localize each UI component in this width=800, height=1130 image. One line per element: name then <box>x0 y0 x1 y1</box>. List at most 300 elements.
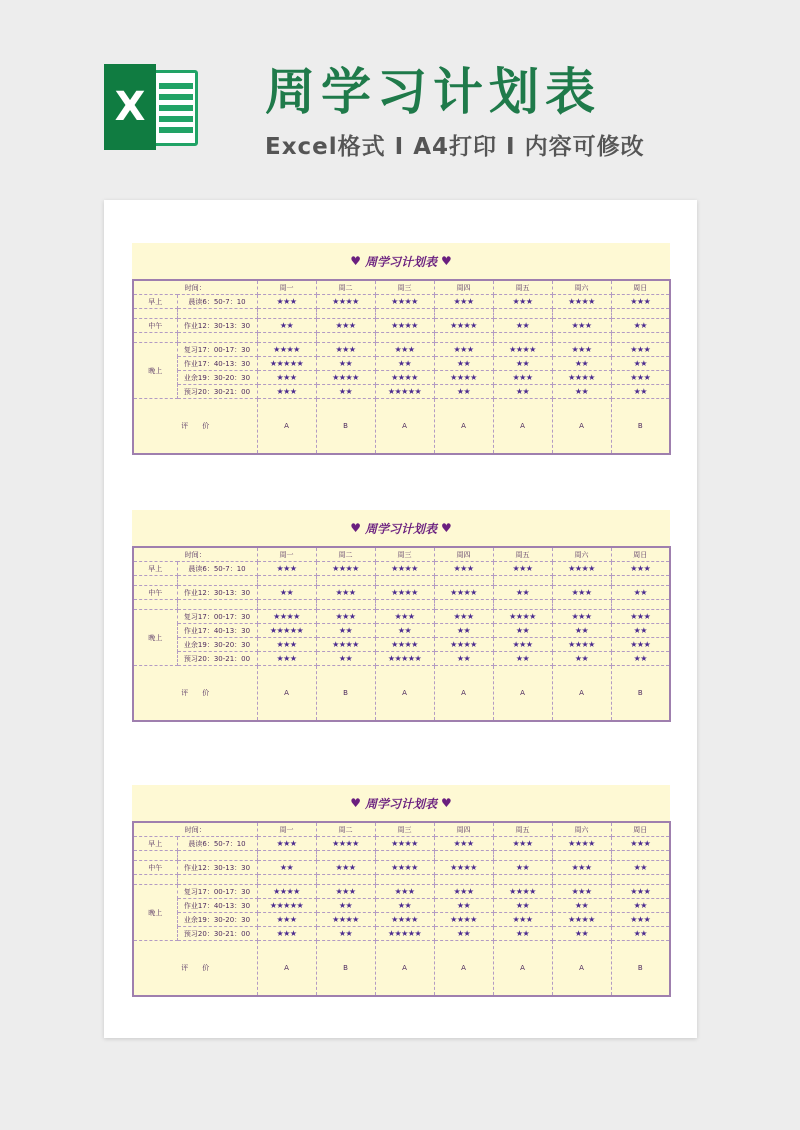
star-rating-cell: ★★ <box>611 652 670 666</box>
empty-cell <box>316 576 375 586</box>
star-rating-cell: ★★★★ <box>316 913 375 927</box>
grade-cell: A <box>375 399 434 455</box>
star-rating-cell: ★★★★ <box>316 562 375 576</box>
day-header-cell: 周二 <box>316 280 375 295</box>
star-rating-cell: ★★★ <box>611 371 670 385</box>
star-rating-cell: ★★★ <box>552 885 611 899</box>
table-row <box>133 885 670 899</box>
day-header-cell: 周三 <box>375 547 434 562</box>
empty-cell <box>375 851 434 861</box>
time-header-cell: 时间： <box>133 280 257 295</box>
star-rating-cell: ★★★★ <box>434 319 493 333</box>
grade-cell: A <box>493 666 552 722</box>
page-subtitle: Excel格式 I A4打印 I 内容可修改 <box>265 134 645 160</box>
grade-cell: B <box>611 666 670 722</box>
time-cell: 预习20：30-21：00 <box>177 927 257 941</box>
empty-cell <box>133 851 177 861</box>
spacer-row <box>133 333 670 343</box>
sheet-title-text: 周学习计划表 <box>364 796 437 811</box>
star-rating-cell: ★★★ <box>611 562 670 576</box>
star-rating-cell: ★★★ <box>434 610 493 624</box>
heart-icon: ♥ <box>350 796 361 810</box>
star-rating-cell: ★★ <box>611 927 670 941</box>
grade-cell: A <box>434 941 493 997</box>
day-header-cell: 周一 <box>257 280 316 295</box>
table-row <box>133 913 670 927</box>
grade-cell: A <box>493 399 552 455</box>
star-rating-cell: ★★★ <box>257 837 316 851</box>
time-cell: 作业12：30-13：30 <box>177 586 257 600</box>
star-rating-cell: ★★★ <box>316 319 375 333</box>
table-row <box>133 837 670 851</box>
star-rating-cell: ★★★ <box>552 319 611 333</box>
star-rating-cell: ★★ <box>552 927 611 941</box>
star-rating-cell: ★★★ <box>493 913 552 927</box>
empty-cell <box>316 851 375 861</box>
spacer-row <box>133 875 670 885</box>
period-cell: 中午 <box>133 319 177 333</box>
table-row <box>133 586 670 600</box>
star-rating-cell: ★★★★ <box>375 371 434 385</box>
empty-cell <box>552 600 611 610</box>
empty-cell <box>552 875 611 885</box>
table-row <box>133 295 670 309</box>
table-header-row <box>133 280 670 295</box>
star-rating-cell: ★★★ <box>316 586 375 600</box>
heart-icon: ♥ <box>441 254 452 268</box>
empty-cell <box>611 333 670 343</box>
star-rating-cell: ★★★ <box>493 837 552 851</box>
star-rating-cell: ★★★★ <box>552 562 611 576</box>
star-rating-cell: ★★ <box>552 357 611 371</box>
day-header-cell: 周日 <box>611 822 670 837</box>
plan-table <box>132 546 671 722</box>
star-rating-cell: ★★★ <box>434 343 493 357</box>
empty-cell <box>434 875 493 885</box>
empty-cell <box>611 576 670 586</box>
star-rating-cell: ★★★★ <box>552 837 611 851</box>
star-rating-cell: ★★★ <box>552 586 611 600</box>
period-cell: 晚上 <box>133 343 177 399</box>
star-rating-cell: ★★ <box>611 357 670 371</box>
star-rating-cell: ★★ <box>611 899 670 913</box>
table-row <box>133 319 670 333</box>
star-rating-cell: ★★★ <box>375 610 434 624</box>
empty-cell <box>552 851 611 861</box>
empty-cell <box>257 851 316 861</box>
sheet-title-text: 周学习计划表 <box>364 521 437 536</box>
time-header-cell: 时间： <box>133 547 257 562</box>
star-rating-cell: ★★★ <box>552 861 611 875</box>
day-header-cell: 周一 <box>257 547 316 562</box>
table-row <box>133 927 670 941</box>
empty-cell <box>434 600 493 610</box>
spacer-row <box>133 600 670 610</box>
empty-cell <box>133 309 177 319</box>
grade-cell: A <box>493 941 552 997</box>
star-rating-cell: ★★ <box>552 652 611 666</box>
empty-cell <box>552 309 611 319</box>
time-cell: 复习17：00-17：30 <box>177 610 257 624</box>
empty-cell <box>493 851 552 861</box>
star-rating-cell: ★★ <box>493 652 552 666</box>
time-cell: 预习20：30-21：00 <box>177 652 257 666</box>
grade-cell: A <box>375 666 434 722</box>
empty-cell <box>611 875 670 885</box>
empty-cell <box>177 576 257 586</box>
star-rating-cell: ★★★★ <box>552 913 611 927</box>
plan-sheet <box>132 243 670 455</box>
period-cell: 早上 <box>133 295 177 309</box>
spacer-row <box>133 851 670 861</box>
star-rating-cell: ★★★★ <box>434 371 493 385</box>
plan-sheet <box>132 510 670 722</box>
sheet-title <box>132 243 670 279</box>
spacer-row <box>133 576 670 586</box>
star-rating-cell: ★★★ <box>552 343 611 357</box>
evaluation-row <box>133 399 670 455</box>
evaluation-label-cell: 评 价 <box>133 941 257 997</box>
period-cell: 早上 <box>133 837 177 851</box>
star-rating-cell: ★★★★ <box>375 586 434 600</box>
evaluation-label-cell: 评 价 <box>133 399 257 455</box>
star-rating-cell: ★★★★ <box>375 562 434 576</box>
star-rating-cell: ★★ <box>611 586 670 600</box>
star-rating-cell: ★★ <box>493 586 552 600</box>
empty-cell <box>257 875 316 885</box>
empty-cell <box>375 875 434 885</box>
empty-cell <box>493 576 552 586</box>
star-rating-cell: ★★ <box>493 899 552 913</box>
day-header-cell: 周三 <box>375 822 434 837</box>
star-rating-cell: ★★★★★ <box>375 652 434 666</box>
star-rating-cell: ★★★★ <box>375 837 434 851</box>
sheet-title <box>132 785 670 821</box>
day-header-cell: 周二 <box>316 822 375 837</box>
heart-icon: ♥ <box>441 796 452 810</box>
empty-cell <box>434 333 493 343</box>
empty-cell <box>493 333 552 343</box>
empty-cell <box>257 600 316 610</box>
day-header-cell: 周五 <box>493 280 552 295</box>
star-rating-cell: ★★★ <box>316 343 375 357</box>
empty-cell <box>493 600 552 610</box>
day-header-cell: 周日 <box>611 280 670 295</box>
star-rating-cell: ★★★ <box>257 562 316 576</box>
table-row <box>133 385 670 399</box>
time-cell: 复习17：00-17：30 <box>177 885 257 899</box>
time-cell: 作业17：40-13：30 <box>177 899 257 913</box>
time-cell: 作业12：30-13：30 <box>177 319 257 333</box>
empty-cell <box>434 576 493 586</box>
star-rating-cell: ★★ <box>316 357 375 371</box>
time-cell: 业余19：30-20：30 <box>177 913 257 927</box>
excel-logo-letter: X <box>104 64 156 150</box>
empty-cell <box>177 309 257 319</box>
star-rating-cell: ★★★★★ <box>257 357 316 371</box>
star-rating-cell: ★★★ <box>257 638 316 652</box>
period-cell: 晚上 <box>133 610 177 666</box>
star-rating-cell: ★★★★ <box>257 885 316 899</box>
time-cell: 作业17：40-13：30 <box>177 624 257 638</box>
star-rating-cell: ★★★★★ <box>375 927 434 941</box>
time-cell: 晨读6：50-7：10 <box>177 837 257 851</box>
star-rating-cell: ★★★ <box>257 371 316 385</box>
star-rating-cell: ★★★★ <box>434 586 493 600</box>
star-rating-cell: ★★★ <box>611 913 670 927</box>
grade-cell: A <box>257 941 316 997</box>
day-header-cell: 周五 <box>493 822 552 837</box>
day-header-cell: 周五 <box>493 547 552 562</box>
star-rating-cell: ★★ <box>257 861 316 875</box>
time-cell: 作业17：40-13：30 <box>177 357 257 371</box>
star-rating-cell: ★★★★ <box>375 319 434 333</box>
star-rating-cell: ★★ <box>316 899 375 913</box>
time-cell: 预习20：30-21：00 <box>177 385 257 399</box>
star-rating-cell: ★★★★ <box>316 371 375 385</box>
empty-cell <box>434 851 493 861</box>
grade-cell: A <box>434 666 493 722</box>
star-rating-cell: ★★ <box>552 385 611 399</box>
star-rating-cell: ★★★★ <box>552 371 611 385</box>
sheet-title <box>132 510 670 546</box>
star-rating-cell: ★★★ <box>611 837 670 851</box>
empty-cell <box>552 333 611 343</box>
grade-cell: A <box>375 941 434 997</box>
star-rating-cell: ★★ <box>552 899 611 913</box>
empty-cell <box>257 576 316 586</box>
table-row <box>133 638 670 652</box>
empty-cell <box>493 875 552 885</box>
star-rating-cell: ★★★★ <box>493 610 552 624</box>
empty-cell <box>316 333 375 343</box>
star-rating-cell: ★★★ <box>611 295 670 309</box>
star-rating-cell: ★★★★★ <box>257 624 316 638</box>
empty-cell <box>552 576 611 586</box>
star-rating-cell: ★★★ <box>257 385 316 399</box>
star-rating-cell: ★★★★ <box>375 638 434 652</box>
time-cell: 业余19：30-20：30 <box>177 638 257 652</box>
star-rating-cell: ★★★ <box>257 652 316 666</box>
star-rating-cell: ★★ <box>375 899 434 913</box>
plan-table <box>132 279 671 455</box>
star-rating-cell: ★★★★★ <box>257 899 316 913</box>
empty-cell <box>133 875 177 885</box>
empty-cell <box>611 309 670 319</box>
table-row <box>133 371 670 385</box>
star-rating-cell: ★★ <box>434 927 493 941</box>
spacer-row <box>133 309 670 319</box>
star-rating-cell: ★★★ <box>375 343 434 357</box>
star-rating-cell: ★★★★ <box>434 861 493 875</box>
star-rating-cell: ★★★★ <box>316 638 375 652</box>
day-header-cell: 周日 <box>611 547 670 562</box>
heart-icon: ♥ <box>350 521 361 535</box>
period-cell: 晚上 <box>133 885 177 941</box>
star-rating-cell: ★★ <box>434 624 493 638</box>
empty-cell <box>316 309 375 319</box>
evaluation-label-cell: 评 价 <box>133 666 257 722</box>
empty-cell <box>257 309 316 319</box>
empty-cell <box>316 875 375 885</box>
time-header-cell: 时间： <box>133 822 257 837</box>
star-rating-cell: ★★ <box>493 927 552 941</box>
star-rating-cell: ★★★ <box>493 562 552 576</box>
star-rating-cell: ★★★ <box>434 885 493 899</box>
table-row <box>133 899 670 913</box>
star-rating-cell: ★★ <box>316 385 375 399</box>
star-rating-cell: ★★ <box>316 624 375 638</box>
table-header-row <box>133 822 670 837</box>
table-row <box>133 861 670 875</box>
evaluation-row <box>133 666 670 722</box>
day-header-cell: 周四 <box>434 822 493 837</box>
grade-cell: A <box>434 399 493 455</box>
star-rating-cell: ★★★ <box>493 638 552 652</box>
empty-cell <box>133 576 177 586</box>
time-cell: 晨读6：50-7：10 <box>177 295 257 309</box>
star-rating-cell: ★★★ <box>257 927 316 941</box>
star-rating-cell: ★★★ <box>611 343 670 357</box>
star-rating-cell: ★★★ <box>316 861 375 875</box>
star-rating-cell: ★★ <box>434 652 493 666</box>
table-row <box>133 610 670 624</box>
time-cell: 作业12：30-13：30 <box>177 861 257 875</box>
time-cell: 复习17：00-17：30 <box>177 343 257 357</box>
star-rating-cell: ★★★★ <box>375 295 434 309</box>
star-rating-cell: ★★ <box>493 624 552 638</box>
star-rating-cell: ★★★★★ <box>375 385 434 399</box>
empty-cell <box>375 333 434 343</box>
star-rating-cell: ★★★ <box>257 913 316 927</box>
day-header-cell: 周六 <box>552 280 611 295</box>
star-rating-cell: ★★ <box>493 357 552 371</box>
excel-logo-icon <box>104 58 202 156</box>
star-rating-cell: ★★ <box>257 319 316 333</box>
grade-cell: A <box>257 399 316 455</box>
star-rating-cell: ★★★ <box>611 638 670 652</box>
star-rating-cell: ★★ <box>493 385 552 399</box>
star-rating-cell: ★★ <box>316 652 375 666</box>
empty-cell <box>611 600 670 610</box>
star-rating-cell: ★★★★ <box>257 610 316 624</box>
table-row <box>133 624 670 638</box>
day-header-cell: 周一 <box>257 822 316 837</box>
star-rating-cell: ★★★★ <box>375 861 434 875</box>
star-rating-cell: ★★★★ <box>257 343 316 357</box>
star-rating-cell: ★★ <box>434 899 493 913</box>
day-header-cell: 周六 <box>552 547 611 562</box>
star-rating-cell: ★★ <box>375 624 434 638</box>
day-header-cell: 周二 <box>316 547 375 562</box>
empty-cell <box>611 851 670 861</box>
star-rating-cell: ★★★★ <box>316 295 375 309</box>
star-rating-cell: ★★★★ <box>493 343 552 357</box>
star-rating-cell: ★★★ <box>434 837 493 851</box>
star-rating-cell: ★★ <box>375 357 434 371</box>
plan-sheet <box>132 785 670 997</box>
star-rating-cell: ★★★★ <box>552 638 611 652</box>
time-cell: 晨读6：50-7：10 <box>177 562 257 576</box>
day-header-cell: 周四 <box>434 280 493 295</box>
star-rating-cell: ★★★ <box>375 885 434 899</box>
star-rating-cell: ★★★ <box>493 295 552 309</box>
star-rating-cell: ★★ <box>434 385 493 399</box>
empty-cell <box>434 309 493 319</box>
empty-cell <box>493 309 552 319</box>
star-rating-cell: ★★ <box>611 624 670 638</box>
star-rating-cell: ★★ <box>434 357 493 371</box>
table-row <box>133 357 670 371</box>
star-rating-cell: ★★ <box>611 385 670 399</box>
grade-cell: B <box>611 941 670 997</box>
star-rating-cell: ★★★★ <box>375 913 434 927</box>
star-rating-cell: ★★★ <box>434 562 493 576</box>
star-rating-cell: ★★ <box>611 319 670 333</box>
grade-cell: B <box>316 399 375 455</box>
star-rating-cell: ★★★ <box>611 885 670 899</box>
star-rating-cell: ★★★ <box>493 371 552 385</box>
empty-cell <box>177 600 257 610</box>
grade-cell: A <box>552 941 611 997</box>
day-header-cell: 周三 <box>375 280 434 295</box>
heart-icon: ♥ <box>350 254 361 268</box>
star-rating-cell: ★★★ <box>434 295 493 309</box>
page-title: 周学习计划表 <box>265 63 601 121</box>
star-rating-cell: ★★ <box>316 927 375 941</box>
period-cell: 早上 <box>133 562 177 576</box>
empty-cell <box>257 333 316 343</box>
empty-cell <box>177 333 257 343</box>
empty-cell <box>177 875 257 885</box>
star-rating-cell: ★★ <box>552 624 611 638</box>
star-rating-cell: ★★★ <box>611 610 670 624</box>
heart-icon: ♥ <box>441 521 452 535</box>
star-rating-cell: ★★★★ <box>316 837 375 851</box>
empty-cell <box>316 600 375 610</box>
star-rating-cell: ★★ <box>493 861 552 875</box>
star-rating-cell: ★★ <box>257 586 316 600</box>
star-rating-cell: ★★★ <box>316 610 375 624</box>
table-row <box>133 562 670 576</box>
plan-table <box>132 821 671 997</box>
table-row <box>133 652 670 666</box>
sheet-title-text: 周学习计划表 <box>364 254 437 269</box>
empty-cell <box>177 851 257 861</box>
star-rating-cell: ★★★ <box>316 885 375 899</box>
empty-cell <box>375 600 434 610</box>
star-rating-cell: ★★★ <box>257 295 316 309</box>
table-row <box>133 343 670 357</box>
grade-cell: A <box>257 666 316 722</box>
empty-cell <box>133 600 177 610</box>
grade-cell: B <box>316 666 375 722</box>
day-header-cell: 周四 <box>434 547 493 562</box>
empty-cell <box>375 576 434 586</box>
empty-cell <box>133 333 177 343</box>
grade-cell: B <box>316 941 375 997</box>
star-rating-cell: ★★★ <box>552 610 611 624</box>
star-rating-cell: ★★★★ <box>434 638 493 652</box>
grade-cell: A <box>552 399 611 455</box>
star-rating-cell: ★★ <box>493 319 552 333</box>
star-rating-cell: ★★★★ <box>493 885 552 899</box>
star-rating-cell: ★★★★ <box>552 295 611 309</box>
star-rating-cell: ★★ <box>611 861 670 875</box>
empty-cell <box>375 309 434 319</box>
star-rating-cell: ★★★★ <box>434 913 493 927</box>
day-header-cell: 周六 <box>552 822 611 837</box>
